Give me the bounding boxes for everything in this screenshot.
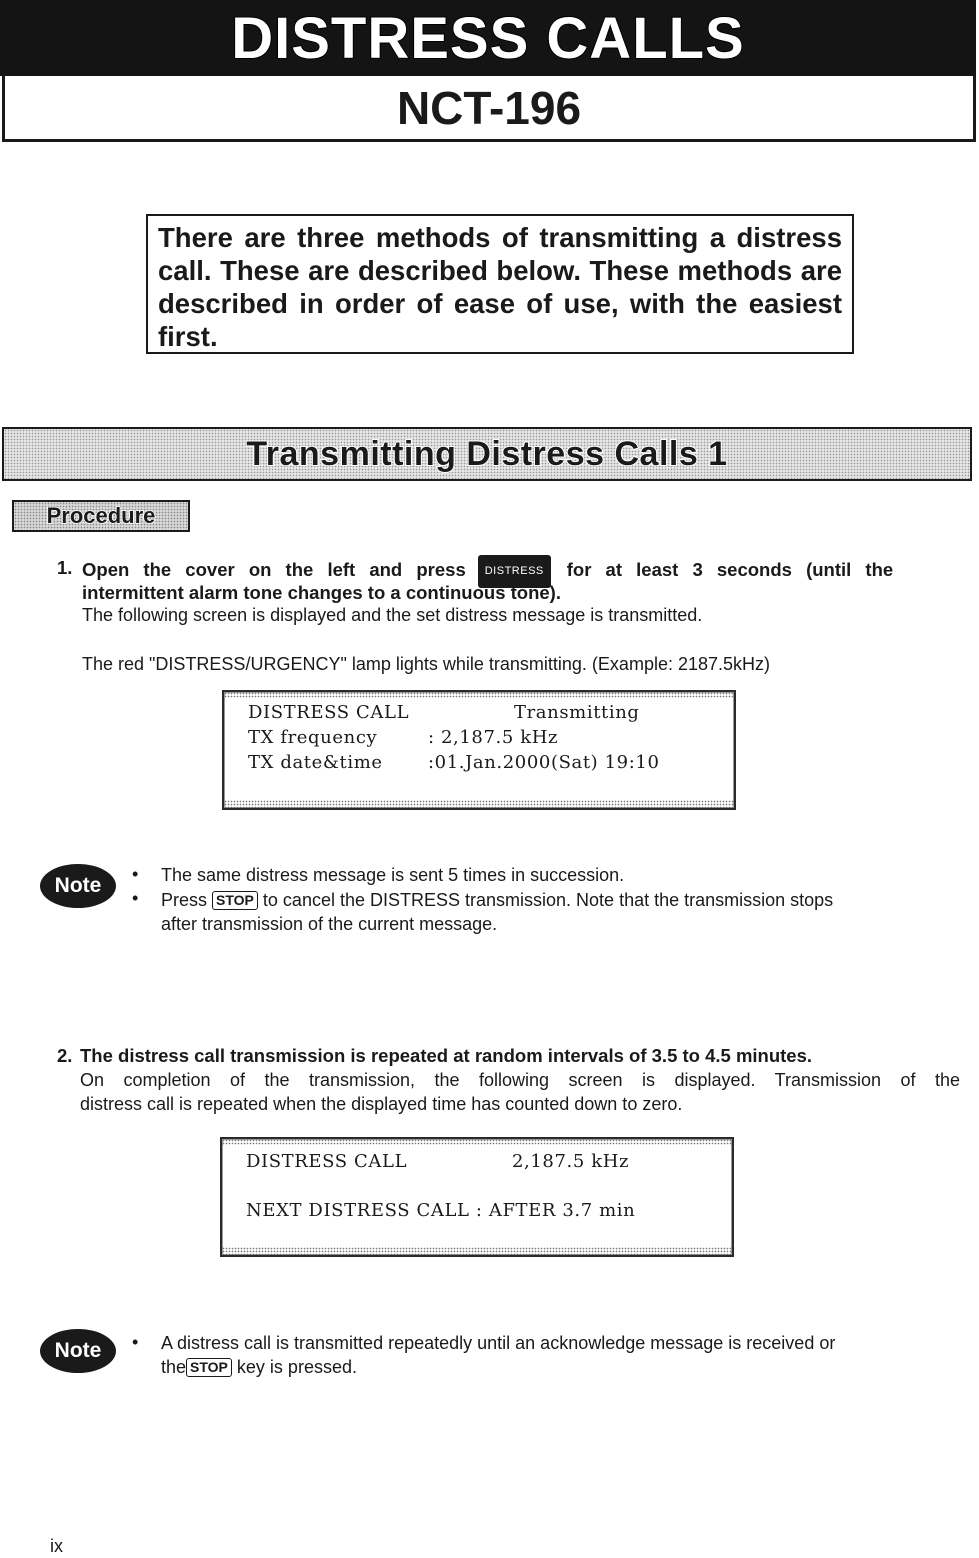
section-title-bar [2,427,972,481]
screen1-row3-label: TX date&time [248,752,383,773]
step2-bold: The distress call transmission is repeated at random intervals of 3.5 to 4.5 minutes. [80,1045,813,1066]
bullet-dot: • [132,1332,139,1352]
note1-bullet2 [161,888,971,912]
step1-line4: The red "DISTRESS/URGENCY" lamp lights while transmitting. (Example: 2187.5kHz) [82,654,771,674]
screen2-row2: NEXT DISTRESS CALL : AFTER 3.7 min [246,1200,636,1221]
stop-key: STOP [186,1358,232,1377]
step1-line3: The following screen is displayed and the set distress message is transmitted. [82,605,703,625]
section-title: Transmitting Distress Calls 1 [246,434,728,473]
note-badge [40,864,116,908]
screen1-row2-label: TX frequency [248,727,378,748]
stop-key: STOP [212,891,258,910]
note1-bullet2-b: to cancel the DISTRESS transmission. Note that the transmission stops [262,890,834,910]
screen2-row1-value: 2,187.5 kHz [512,1151,630,1172]
title-banner [0,0,976,76]
note-badge-label: Note [54,1339,102,1362]
bullet-dot: • [132,888,139,908]
note-badge [40,1329,116,1373]
procedure-label: Procedure [46,503,156,528]
step2-number: 2. [57,1045,73,1066]
note-badge-label: Note [54,874,102,897]
distress-key: DISTRESS [478,555,551,588]
screen1-row2-value: : 2,187.5 kHz [428,727,559,748]
screen1-row1-label: DISTRESS CALL [248,702,410,723]
screen1-row1-value: Transmitting [514,702,640,723]
note2-line2 [161,1355,961,1379]
note1-bullet2-line2: after transmission of the current message. [161,914,498,934]
page-number: ix [50,1536,63,1556]
note2-line2-b: key is pressed. [236,1357,357,1377]
step2-line3: distress call is repeated when the displayed time has counted down to zero. [80,1094,683,1114]
step2-line2: On completion of the transmission, the following screen is displayed. Transmission of the [80,1070,960,1090]
model-banner [2,76,976,142]
screen1-row3-value: :01.Jan.2000(Sat) 19:10 [428,752,660,773]
step1-text-b: for at least 3 seconds (until the [566,559,894,580]
intro-box [146,214,854,354]
step1-line2: intermittent alarm tone changes to a continuous tone). [82,582,561,603]
note2-line2-a: the [161,1357,187,1377]
note1-bullet2-a: Press [161,890,208,910]
bullet-dot: • [132,864,139,884]
page-title: DISTRESS CALLS [231,5,745,71]
screen2-row1-label: DISTRESS CALL [246,1151,408,1172]
procedure-label-box [12,500,190,532]
note1-bullet1: The same distress message is sent 5 times in succession. [161,865,625,885]
intro-text: There are three methods of transmitting a distress call. These are described below. These methods are described in order of ease of use, with the easiest first. [158,222,842,352]
note2-bullet1: A distress call is transmitted repeatedly until an acknowledge message is received or [161,1333,836,1353]
lcd-screen-transmitting [222,690,736,810]
lcd-screen-next-call [220,1137,734,1257]
step1-number: 1. [57,557,73,578]
model-name: NCT-196 [396,81,582,134]
step1-text-a: Open the cover on the left and press [82,559,466,580]
